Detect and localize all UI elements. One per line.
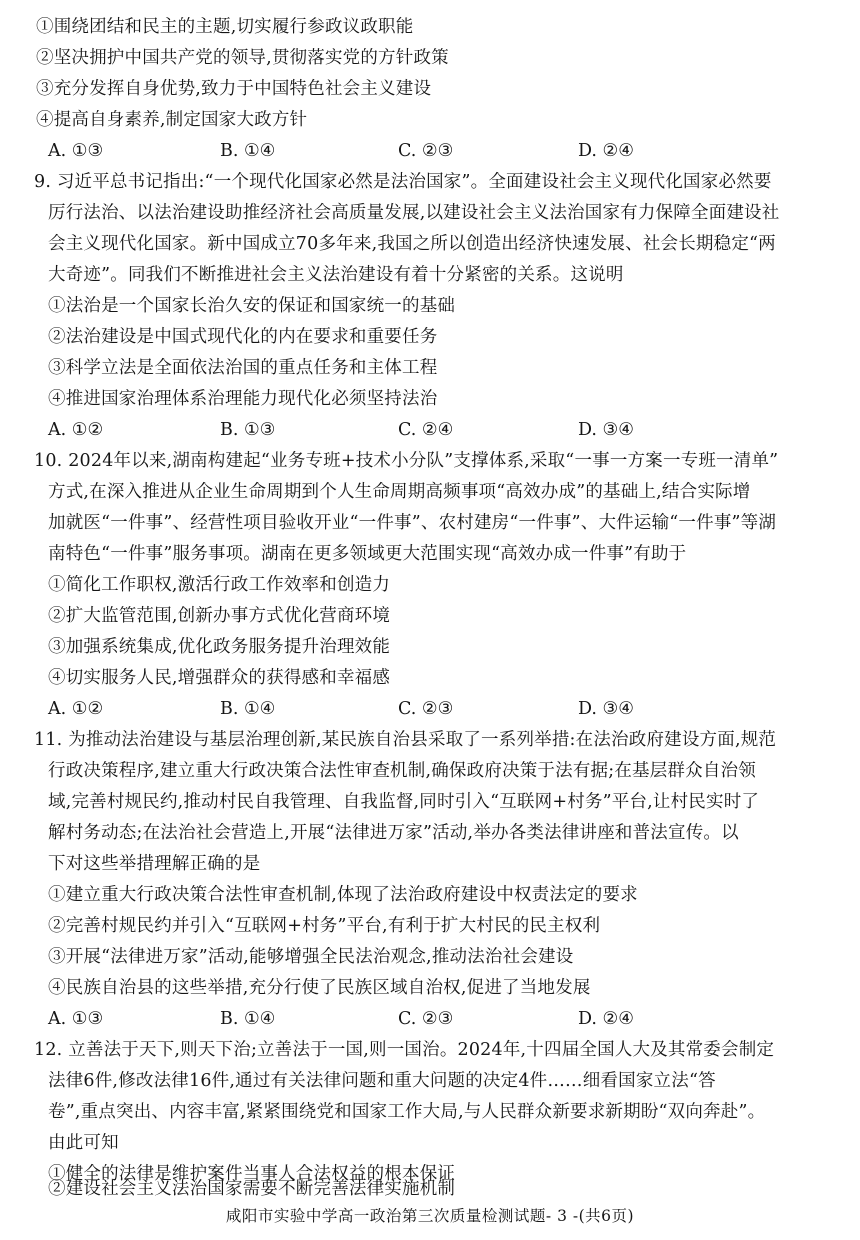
q9-choice-a: A. ①② [48, 420, 104, 440]
q9-stem-line-1: 9. 习近平总书记指出:“一个现代化国家必然是法治国家”。全面建设社会主义现代化国家必然要 [34, 172, 772, 192]
q9-choices [48, 415, 838, 445]
q9-choice-c: C. ②④ [398, 420, 454, 440]
q11-stem-line-5: 下对这些举措理解正确的是 [48, 854, 261, 874]
q9-option-3: ③科学立法是全面依法治国的重点任务和主体工程 [48, 358, 438, 378]
q11-option-4: ④民族自治县的这些举措,充分行使了民族区域自治权,促进了当地发展 [48, 978, 591, 998]
q11-stem-line-3: 域,完善村规民约,推动村民自我管理、自我监督,同时引入“互联网+村务”平台,让村民实时了 [48, 792, 760, 812]
q10-stem-line-4: 南特色“一件事”服务事项。湖南在更多领域更大范围实现“高效办成一件事”有助于 [48, 544, 687, 564]
q12-option-2: ②建设社会主义法治国家需要不断完善法律实施机制 [48, 1179, 456, 1199]
q11-choice-c: C. ②③ [398, 1009, 454, 1029]
q9-stem-line-2: 厉行法治、以法治建设助推经济社会高质量发展,以建设社会主义法治国家有力保障全面建设社 [48, 203, 780, 223]
q8-choice-d: D. ②④ [578, 141, 634, 161]
q8-option-1: ①围绕团结和民主的主题,切实履行参政议政职能 [36, 17, 414, 37]
q11-option-1: ①建立重大行政决策合法性审查机制,体现了法治政府建设中权责法定的要求 [48, 885, 638, 905]
q12-stem-line-2: 法律6件,修改法律16件,通过有关法律问题和重大问题的决定4件……细看国家立法“答 [48, 1071, 716, 1091]
q10-option-3: ③加强系统集成,优化政务服务提升治理效能 [48, 637, 391, 657]
q9-stem-line-4: 大奇迹”。同我们不断推进社会主义法治建设有着十分紧密的关系。这说明 [48, 265, 624, 285]
q9-stem-line-3: 会主义现代化国家。新中国成立70多年来,我国之所以创造出经济快速发展、社会长期稳定“两 [48, 234, 776, 254]
q11-option-3: ③开展“法律进万家”活动,能够增强全民法治观念,推动法治社会建设 [48, 947, 574, 967]
q10-stem-line-1: 10. 2024年以来,湖南构建起“业务专班+技术小分队”支撑体系,采取“一事一方案一专班一清单” [34, 451, 779, 471]
q10-choice-c: C. ②③ [398, 699, 454, 719]
q8-option-3: ③充分发挥自身优势,致力于中国特色社会主义建设 [36, 79, 432, 99]
q11-stem-line-2: 行政决策程序,建立重大行政决策合法性审查机制,确保政府决策于法有据;在基层群众自治领 [48, 761, 756, 781]
q11-option-2: ②完善村规民约并引入“互联网+村务”平台,有利于扩大村民的民主权利 [48, 916, 601, 936]
q12-stem-line-3: 卷”,重点突出、内容丰富,紧紧围绕党和国家工作大局,与人民群众新要求新期盼“双向奔赴”。 [48, 1102, 766, 1122]
q12-option-1: ①健全的法律是维护案件当事人合法权益的根本保证 [48, 1164, 456, 1184]
q10-stem-line-3: 加就医“一件事”、经营性项目验收开业“一件事”、农村建房“一件事”、大件运输“一件事”等湖 [48, 513, 777, 533]
q9-option-2: ②法治建设是中国式现代化的内在要求和重要任务 [48, 327, 438, 347]
q11-choice-a: A. ①③ [48, 1009, 104, 1029]
q9-choice-b: B. ①③ [220, 420, 276, 440]
q11-choice-d: D. ②④ [578, 1009, 634, 1029]
q10-choice-d: D. ③④ [578, 699, 634, 719]
q9-choice-d: D. ③④ [578, 420, 634, 440]
q10-option-2: ②扩大监管范围,创新办事方式优化营商环境 [48, 606, 391, 626]
q11-stem-line-1: 11. 为推动法治建设与基层治理创新,某民族自治县采取了一系列举措:在法治政府建设方面,规范 [34, 730, 777, 750]
q8-choice-c: C. ②③ [398, 141, 454, 161]
q9-option-4: ④推进国家治理体系治理能力现代化必须坚持法治 [48, 389, 438, 409]
q10-option-4: ④切实服务人民,增强群众的获得感和幸福感 [48, 668, 391, 688]
q12-stem-line-1: 12. 立善法于天下,则天下治;立善法于一国,则一国治。2024年,十四届全国人大及其常委会制定 [34, 1040, 775, 1060]
q9-option-1: ①法治是一个国家长治久安的保证和国家统一的基础 [48, 296, 456, 316]
page-footer: 咸阳市实验中学高一政治第三次质量检测试题- 3 -(共6页) [225, 1207, 635, 1225]
q10-option-1: ①简化工作职权,激活行政工作效率和创造力 [48, 575, 391, 595]
q12-stem-line-4: 由此可知 [48, 1133, 119, 1153]
q10-choice-a: A. ①② [48, 699, 104, 719]
q8-choices [48, 136, 838, 166]
q8-option-4: ④提高自身素养,制定国家大政方针 [36, 110, 308, 130]
q10-choices [48, 694, 838, 724]
q8-choice-b: B. ①④ [220, 141, 276, 161]
q11-choice-b: B. ①④ [220, 1009, 276, 1029]
q10-stem-line-2: 方式,在深入推进从企业生命周期到个人生命周期高频事项“高效办成”的基础上,结合实际增 [48, 482, 751, 502]
q10-choice-b: B. ①④ [220, 699, 276, 719]
q8-option-2: ②坚决拥护中国共产党的领导,贯彻落实党的方针政策 [36, 48, 449, 68]
q11-choices [48, 1004, 838, 1034]
q8-choice-a: A. ①③ [48, 141, 104, 161]
q11-stem-line-4: 解村务动态;在法治社会营造上,开展“法律进万家”活动,举办各类法律讲座和普法宣传。以 [48, 823, 739, 843]
